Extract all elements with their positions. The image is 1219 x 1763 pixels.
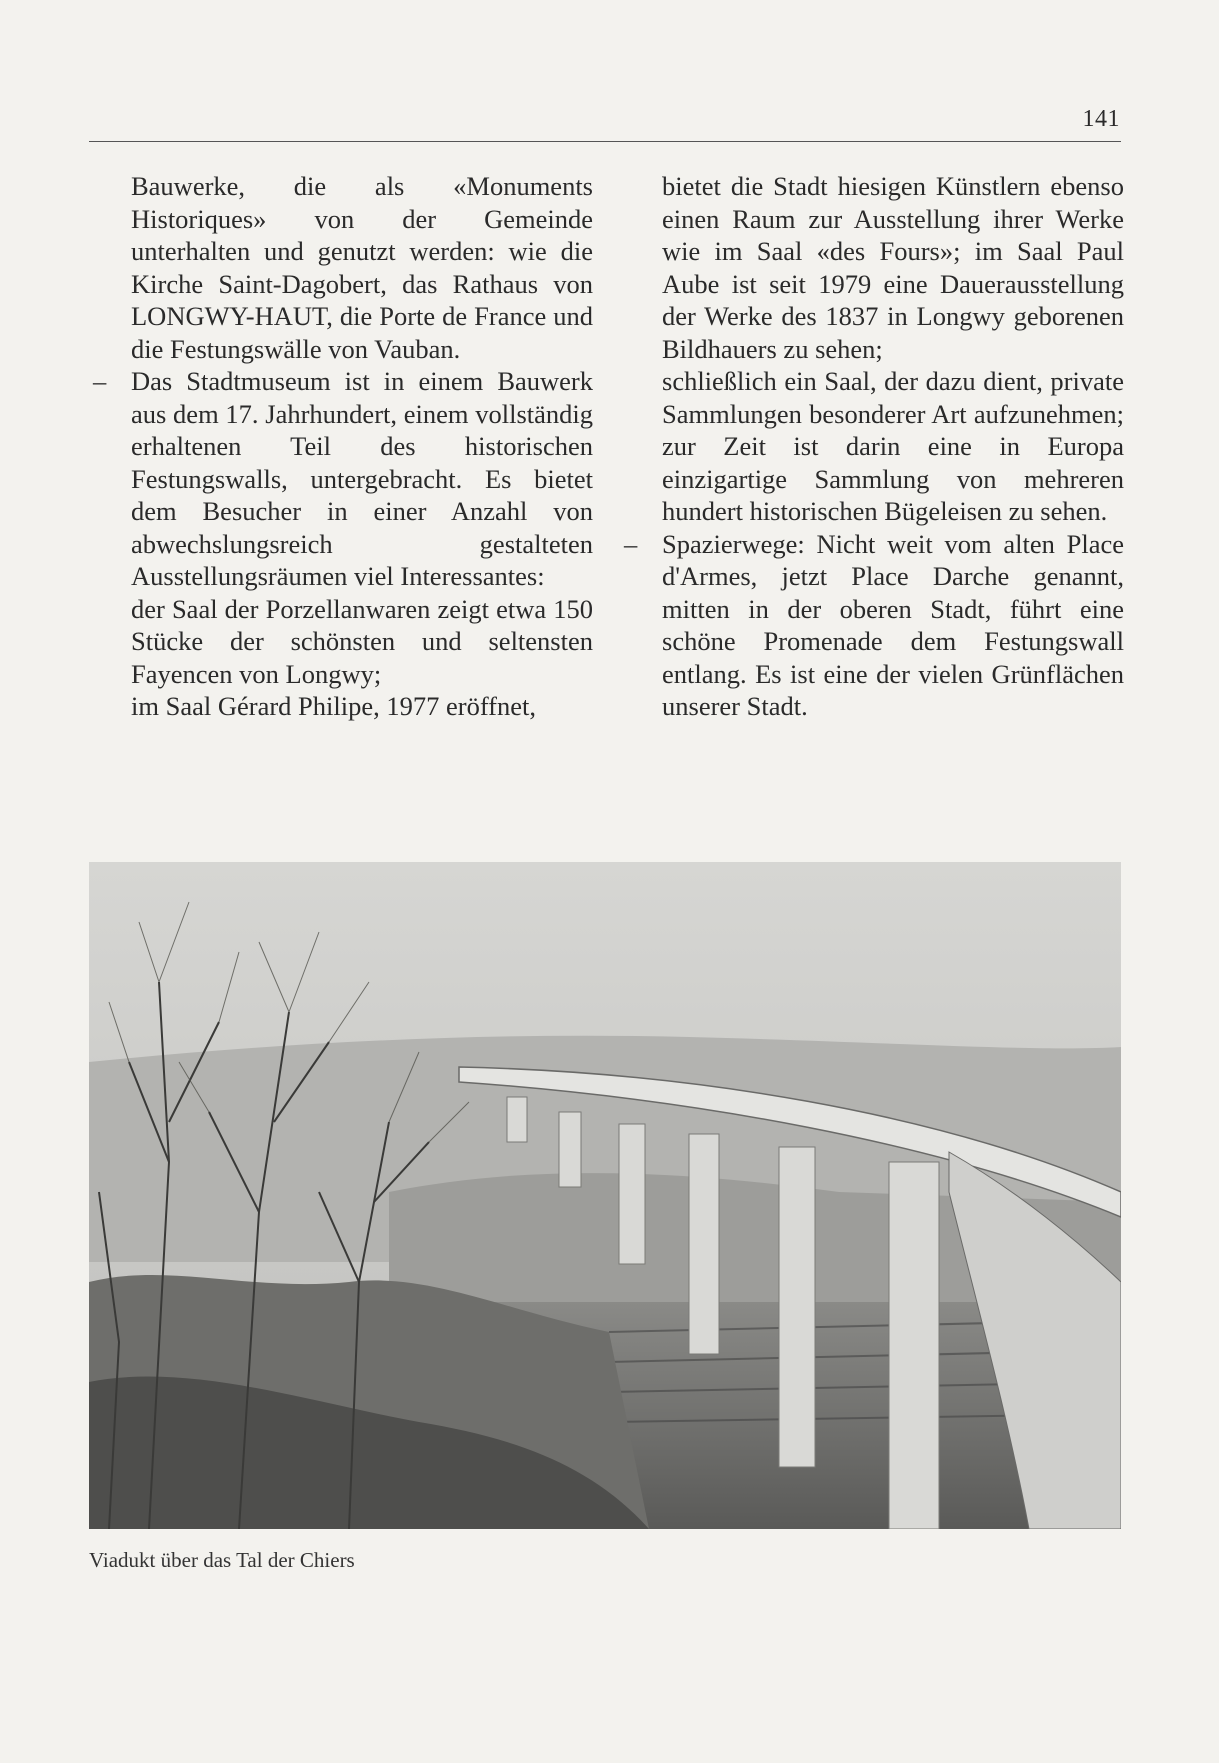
photo-caption: Viadukt über das Tal der Chiers: [89, 1548, 355, 1572]
paragraph-private-collections: schließlich ein Saal, der dazu dient, private Sammlungen besonderer Art aufzunehmen; zur Zeit ist darin eine in Europa einzigartige Sammlung von mehreren hundert historischen Bügeleisen zu sehen.: [662, 366, 1124, 526]
list-item-walks: [624, 528, 1124, 723]
paragraph-porzellan: der Saal der Porzellanwaren zeigt etwa 150 Stücke der schönsten und seltensten Fayencen von Longwy;: [131, 593, 593, 689]
paragraph-monuments: Bauwerke, die als «Monuments Historiques» von der Gemeinde unterhalten und genutzt werden: wie die Kirche Saint-Dagobert, das Rathaus von LONGWY-HAUT, die Porte de France und die Festungswälle von Vauban.: [131, 171, 593, 364]
paragraph-walks: Spazierwege: Nicht weit vom alten Place d'Armes, jetzt Place Darche genannt, mitten in der oberen Stadt, führt eine schöne Promenade dem Festungswall entlang. Es ist eine der vielen Grünflächen unserer Stadt.: [662, 528, 1124, 721]
text-column-right: [624, 170, 1124, 723]
page-number: 141: [1082, 106, 1120, 132]
paragraph-philipe: im Saal Gérard Philipe, 1977 eröffnet,: [131, 691, 537, 721]
paragraph-philipe-continued: bietet die Stadt hiesigen Künstlern ebenso einen Raum zur Ausstellung ihrer Werke wie im Saal «des Fours»; im Saal Paul Aube ist seit 1979 eine Dauerausstellung der Werke des 1837 in Longwy geborenen Bildhauers zu sehen;: [662, 171, 1124, 364]
header-rule: [89, 141, 1121, 142]
text-column-left: [93, 170, 593, 723]
paragraph-museum: Das Stadtmuseum ist in einem Bauwerk aus dem 17. Jahrhundert, einem vollständig erhaltenen Teil des historischen Festungswalls, untergebracht. Es bietet dem Besucher in einer Anzahl von abwechslungsreich gestalteten Ausstellungsräumen viel Interessantes:: [131, 366, 593, 591]
viaduct-illustration: [89, 862, 1121, 1529]
list-item-museum: [93, 365, 593, 723]
viaduct-photo: [89, 862, 1121, 1529]
list-dash: –: [93, 366, 107, 396]
list-dash: –: [624, 528, 638, 559]
